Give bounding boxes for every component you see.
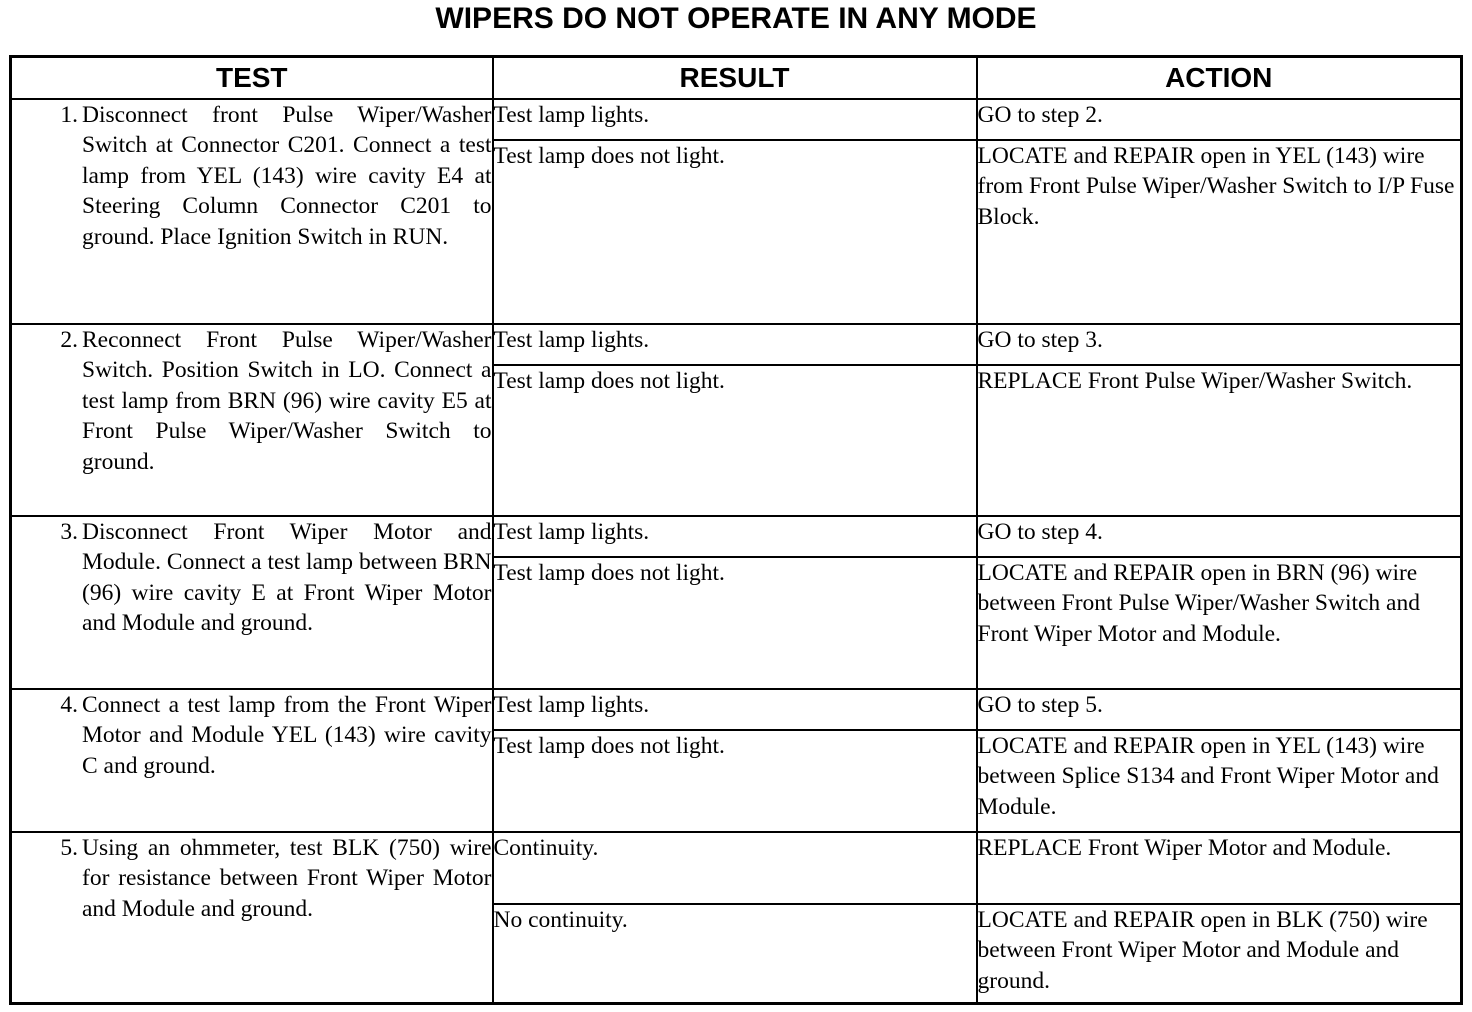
action-cell: GO to step 3. — [977, 324, 1462, 365]
result-cell: Test lamp lights. — [493, 516, 977, 557]
test-cell-step-2 — [11, 324, 493, 516]
table-row — [11, 516, 1462, 557]
test-cell-step-3 — [11, 516, 493, 689]
result-cell: Test lamp does not light. — [493, 365, 977, 516]
action-cell: REPLACE Front Wiper Motor and Module. — [977, 832, 1462, 904]
table-row — [11, 832, 1462, 904]
result-cell: Test lamp does not light. — [493, 730, 977, 832]
step-text: Using an ohmmeter, test BLK (750) wire for resistance between Front Wiper Motor and Module and ground. — [82, 834, 492, 922]
result-cell: Test lamp does not light. — [493, 557, 977, 689]
action-cell: LOCATE and REPAIR open in YEL (143) wire between Splice S134 and Front Wiper Motor and Module. — [977, 730, 1462, 832]
action-cell: GO to step 2. — [977, 99, 1462, 140]
result-cell: Test lamp lights. — [493, 99, 977, 140]
diagnostic-table — [9, 55, 1463, 1005]
action-cell: GO to step 5. — [977, 689, 1462, 730]
step-number: 5. — [60, 834, 78, 861]
step-text: Reconnect Front Pulse Wiper/Washer Switch. Position Switch in LO. Connect a test lamp from BRN (96) wire cavity E5 at Front Pulse Wiper/Washer Switch to ground. — [82, 326, 492, 475]
result-cell: Test lamp lights. — [493, 689, 977, 730]
action-cell: LOCATE and REPAIR open in BLK (750) wire between Front Wiper Motor and Module and ground. — [977, 904, 1462, 1004]
table-row — [11, 689, 1462, 730]
test-cell-step-5 — [11, 832, 493, 1004]
page-title: WIPERS DO NOT OPERATE IN ANY MODE — [435, 2, 1037, 35]
step-text: Connect a test lamp from the Front Wiper Motor and Module YEL (143) wire cavity C and ground. — [82, 691, 492, 779]
result-cell: Test lamp does not light. — [493, 140, 977, 324]
step-text: Disconnect Front Wiper Motor and Module. Connect a test lamp between BRN (96) wire cavity E at Front Wiper Motor and Module and ground. — [82, 518, 492, 636]
result-cell: Continuity. — [493, 832, 977, 904]
result-cell: No continuity. — [493, 904, 977, 1004]
step-number: 1. — [60, 101, 78, 128]
step-text: Disconnect front Pulse Wiper/Washer Switch at Connector C201. Connect a test lamp from YEL (143) wire cavity E4 at Steering Column Connector C201 to ground. Place Ignition Switch in RUN. — [82, 101, 492, 250]
action-cell: LOCATE and REPAIR open in BRN (96) wire between Front Pulse Wiper/Washer Switch and Front Wiper Motor and Module. — [977, 557, 1462, 689]
step-number: 3. — [60, 518, 78, 545]
header-row — [11, 57, 1462, 99]
test-cell-step-1 — [11, 99, 493, 324]
header-result: RESULT — [493, 57, 977, 99]
result-cell: Test lamp lights. — [493, 324, 977, 365]
header-action: ACTION — [977, 57, 1462, 99]
action-cell: GO to step 4. — [977, 516, 1462, 557]
action-cell: REPLACE Front Pulse Wiper/Washer Switch. — [977, 365, 1462, 516]
table-row — [11, 324, 1462, 365]
step-number: 2. — [60, 326, 78, 353]
step-number: 4. — [60, 691, 78, 718]
header-test: TEST — [11, 57, 493, 99]
action-cell: LOCATE and REPAIR open in YEL (143) wire from Front Pulse Wiper/Washer Switch to I/P Fuse Block. — [977, 140, 1462, 324]
table-row — [11, 99, 1462, 140]
test-cell-step-4 — [11, 689, 493, 832]
